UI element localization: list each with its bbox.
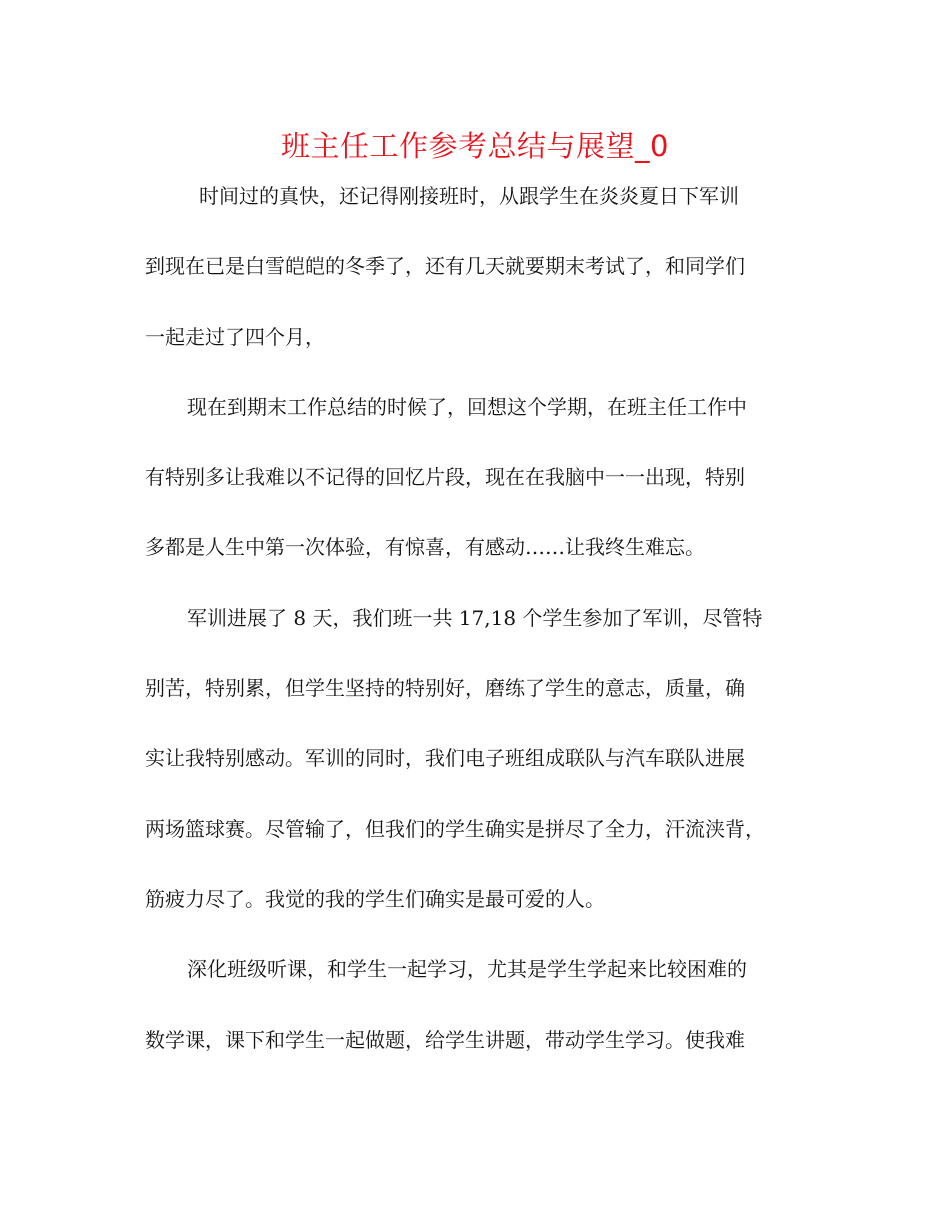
- text-line-3: 一起走过了四个月，: [145, 324, 325, 349]
- text-line-4: 现在到期末工作总结的时候了，回想这个学期，在班主任工作中: [187, 394, 747, 419]
- text-line-6: 多都是人生中第一次体验，有惊喜，有感动……让我终生难忘。: [145, 535, 705, 560]
- text-line-13: 数学课，课下和学生一起做题，给学生讲题，带动学生学习。使我难: [145, 1027, 745, 1052]
- text-line-7: 军训进展了 8 天，我们班一共 17,18 个学生参加了军训，尽管特: [187, 605, 763, 630]
- text-line-1: 时间过的真快，还记得刚接班时，从跟学生在炎炎夏日下军训: [199, 184, 739, 208]
- document-title: 班主任工作参考总结与展望_0: [281, 129, 669, 163]
- text-line-11: 筋疲力尽了。我觉的我的学生们确实是最可爱的人。: [145, 886, 605, 911]
- text-line-2: 到现在已是白雪皑皑的冬季了，还有几天就要期末考试了，和同学们: [145, 254, 745, 279]
- document-body: [145, 166, 810, 1080]
- text-line-8: 别苦，特别累，但学生坚持的特别好，磨练了学生的意志，质量，确: [145, 676, 745, 701]
- text-line-9: 实让我特别感动。军训的同时，我们电子班组成联队与汽车联队进展: [145, 746, 745, 771]
- text-line-10: 两场篮球赛。尽管输了，但我们的学生确实是拼尽了全力，汗流浃背，: [145, 816, 765, 841]
- text-line-12: 深化班级听课，和学生一起学习，尤其是学生学起来比较困难的: [187, 957, 747, 982]
- text-line-5: 有特别多让我难以不记得的回忆片段，现在在我脑中一一出现，特别: [145, 465, 745, 490]
